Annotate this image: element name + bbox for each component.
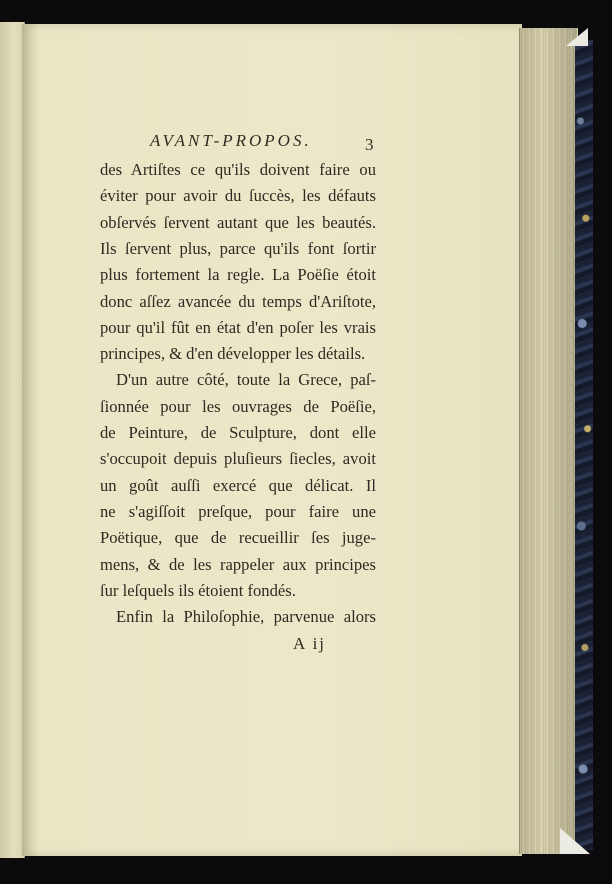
text-line: ne s'agiſſoit preſque, pour faire une bbox=[100, 501, 376, 521]
text-line: Poëtique, que de recueillir ſes juge- bbox=[100, 528, 376, 548]
text-line: Ils ſervent plus, parce qu'ils font ſortir bbox=[100, 238, 376, 258]
running-head: AVANT-PROPOS. bbox=[150, 131, 312, 150]
text-line: mens, & de les rappeler aux principes bbox=[100, 554, 376, 574]
signature-mark: A ij bbox=[293, 634, 327, 653]
text-line: éviter pour avoir du ſuccès, les défauts bbox=[100, 186, 376, 206]
text-line: obſervés ſervent autant que les beautés. bbox=[100, 212, 376, 232]
text-line: donc aſſez avancée du temps d'Ariſtote, bbox=[100, 291, 376, 311]
text-line: plus fortement la regle. La Poëſie étoit bbox=[100, 265, 376, 285]
text-line: D'un autre côté, toute la Grece, paſ- bbox=[116, 370, 376, 390]
text-line: ſur leſquels ils étoient fondés. bbox=[100, 580, 296, 600]
text-line: pour qu'il fût en état d'en poſer les vrais bbox=[100, 317, 376, 337]
text-line: des Artiſtes ce qu'ils doivent faire ou bbox=[100, 160, 376, 179]
text-line: de Peinture, de Sculpture, dont elle bbox=[100, 423, 376, 442]
text-line: ſionnée pour les ouvrages de Poëſie, bbox=[100, 396, 376, 416]
page-number: 3 bbox=[365, 135, 374, 154]
text-line: s'occupoit depuis pluſieurs ſiecles, avoit bbox=[100, 449, 376, 469]
text-line: principes, & d'en développer les détails. bbox=[100, 344, 366, 364]
marbled-cover-edge bbox=[575, 40, 593, 850]
text-line: un goût auſſi exercé que délicat. Il bbox=[100, 475, 376, 495]
text-line: Enfin la Philoſophie, parvenue alors bbox=[116, 607, 376, 627]
fore-edge-shading bbox=[519, 28, 577, 854]
